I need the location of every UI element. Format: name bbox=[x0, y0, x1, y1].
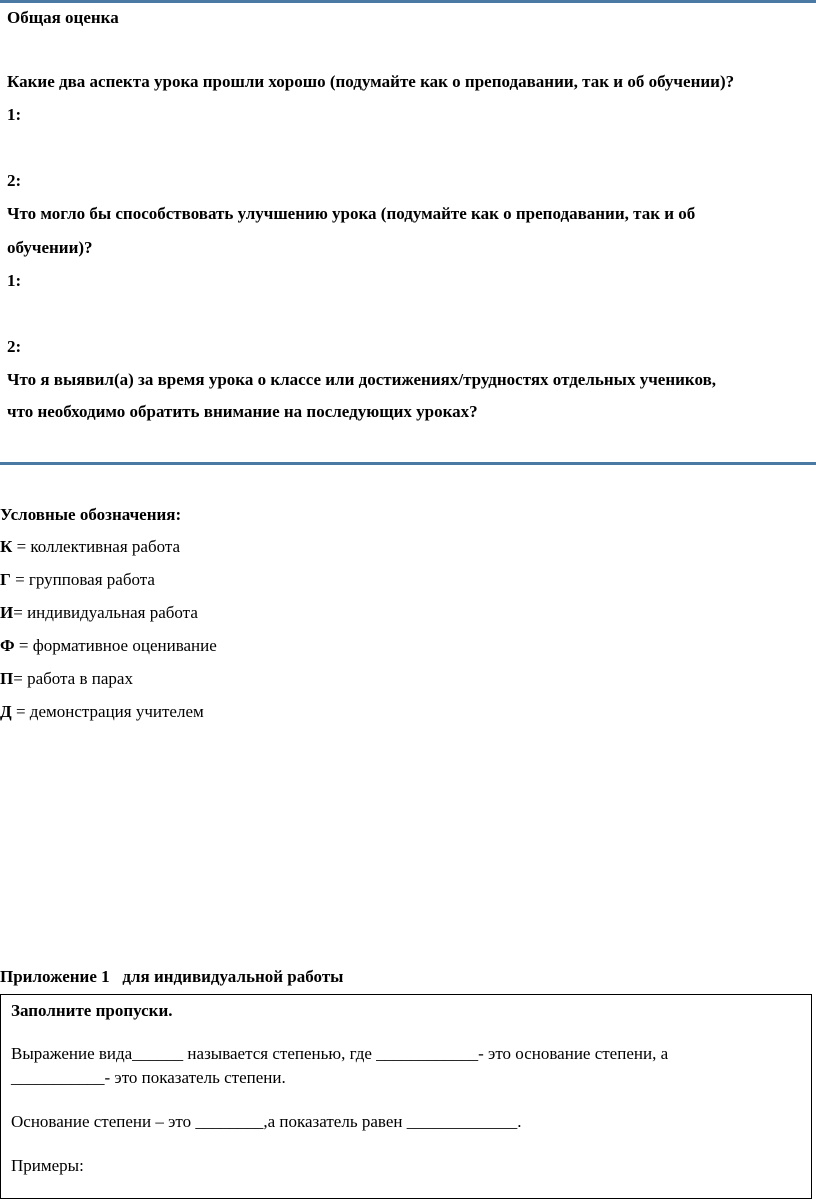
appendix-title: Приложение 1 для индивидуальной работы bbox=[0, 967, 344, 986]
legend-key: Г bbox=[0, 570, 11, 589]
exercise-instruction: Заполните пропуски. bbox=[11, 1001, 173, 1020]
exercise-line-3: Основание степени – это ________,а показатель равен _____________. bbox=[11, 1112, 522, 1131]
question-2-answer-2: 2: bbox=[7, 337, 22, 356]
legend-key: Ф bbox=[0, 636, 15, 655]
legend-key: К bbox=[0, 537, 13, 556]
legend-item bbox=[0, 669, 133, 689]
legend-item bbox=[0, 636, 217, 656]
exercise-box bbox=[0, 994, 812, 1199]
legend-key: Д bbox=[0, 702, 12, 721]
legend-text: = демонстрация учителем bbox=[11, 702, 204, 721]
legend-key: П bbox=[0, 669, 14, 688]
question-2-answer-1: 1: bbox=[7, 271, 22, 290]
legend-text: = формативное оценивание bbox=[14, 636, 217, 655]
examples-label: Примеры: bbox=[11, 1156, 84, 1175]
legend-item bbox=[0, 702, 204, 722]
legend-title: Условные обозначения: bbox=[0, 505, 182, 524]
exercise-line-2: ___________- это показатель степени. bbox=[11, 1068, 286, 1087]
legend-text: = индивидуальная работа bbox=[13, 603, 198, 622]
legend-item bbox=[0, 603, 198, 623]
question-3-line-1: Что я выявил(а) за время урока о классе или достижениях/трудностях отдельных учеников, bbox=[7, 370, 716, 389]
legend-key: И bbox=[0, 603, 14, 622]
question-2-line-2: обучении)? bbox=[7, 238, 93, 257]
top-rule bbox=[0, 0, 816, 3]
legend-text: = групповая работа bbox=[10, 570, 155, 589]
exercise-line-1: Выражение вида______ называется степенью, где ____________- это основание степени, а bbox=[11, 1044, 669, 1063]
question-1: Какие два аспекта урока прошли хорошо (подумайте как о преподавании, так и об обучении)? bbox=[7, 72, 735, 91]
question-2-line-1: Что могло бы способствовать улучшению урока (подумайте как о преподавании, так и об bbox=[7, 204, 696, 223]
legend-item bbox=[0, 570, 155, 590]
section-divider bbox=[0, 462, 816, 465]
question-1-answer-1: 1: bbox=[7, 105, 22, 124]
legend-text: = работа в парах bbox=[13, 669, 133, 688]
assessment-heading: Общая оценка bbox=[7, 8, 119, 27]
question-1-answer-2: 2: bbox=[7, 171, 22, 190]
legend-text: = коллективная работа bbox=[12, 537, 181, 556]
legend-item bbox=[0, 537, 180, 557]
question-3-line-2: что необходимо обратить внимание на последующих уроках? bbox=[7, 402, 478, 421]
